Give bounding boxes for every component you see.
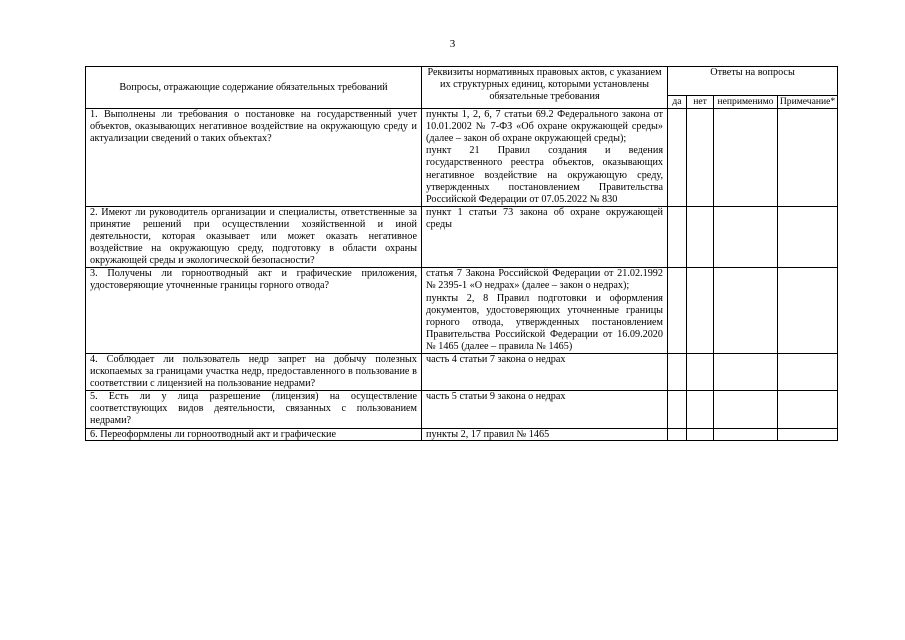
note-answer-cell[interactable]: [778, 109, 838, 207]
no-answer-cell[interactable]: [687, 353, 714, 390]
no-column-header: нет: [687, 96, 714, 109]
not-applicable-answer-cell[interactable]: [714, 268, 778, 354]
requirements-checklist-table: [85, 66, 838, 441]
yes-answer-cell[interactable]: [668, 353, 687, 390]
note-answer-cell[interactable]: [778, 206, 838, 267]
question-column-header: Вопросы, отражающие содержание обязательных требований: [86, 67, 422, 109]
note-answer-cell[interactable]: [778, 391, 838, 428]
note-column-header: Примечание*: [778, 96, 838, 109]
yes-answer-cell[interactable]: [668, 268, 687, 354]
question-cell: 5. Есть ли у лица разрешение (лицензия) на осуществление соответствующих видов деятельности, связанных с пользованием недрами?: [86, 391, 422, 428]
requisite-text: статья 7 Закона Российской Федерации от 21.02.1992 № 2395-1 «О недрах» (далее – закон о недрах);: [426, 268, 663, 292]
question-cell: [86, 428, 422, 440]
requisites-cell: [422, 428, 668, 440]
requisite-text: пункты 2, 17 правил № 1465: [426, 428, 550, 440]
table-row: [86, 109, 838, 207]
table-row: [86, 391, 838, 428]
requisite-text: пункты 1, 2, 6, 7 статьи 69.2 Федерального закона от 10.01.2002 № 7-ФЗ «Об охране окружающей среды» (далее – закон об охране окружающей среды);: [426, 109, 663, 145]
page-number: 3: [449, 38, 456, 50]
table-header-row: [86, 67, 838, 96]
not-applicable-answer-cell[interactable]: [714, 206, 778, 267]
question-cell: 3. Получены ли горноотводный акт и графические приложения, удостоверяющие уточненные границы горного отвода?: [86, 268, 422, 354]
note-answer-cell[interactable]: [778, 353, 838, 390]
no-answer-cell[interactable]: [687, 391, 714, 428]
not-applicable-column-header: неприменимо: [714, 96, 778, 109]
table-row: [86, 428, 838, 440]
requisites-column-header: Реквизиты нормативных правовых актов, с указанием их структурных единиц, которыми установлены обязательные требования: [422, 67, 668, 109]
answers-column-header: Ответы на вопросы: [668, 67, 838, 96]
note-answer-cell[interactable]: [778, 428, 838, 440]
yes-answer-cell[interactable]: [668, 109, 687, 207]
yes-answer-cell[interactable]: [668, 391, 687, 428]
table-row: [86, 353, 838, 390]
no-answer-cell[interactable]: [687, 268, 714, 354]
note-answer-cell[interactable]: [778, 268, 838, 354]
yes-column-header: да: [668, 96, 687, 109]
requisite-text: часть 5 статьи 9 закона о недрах: [426, 391, 566, 403]
table-row: [86, 206, 838, 267]
not-applicable-answer-cell[interactable]: [714, 353, 778, 390]
requisites-cell: [422, 268, 668, 354]
not-applicable-answer-cell[interactable]: [714, 428, 778, 440]
requisites-cell: [422, 391, 668, 428]
no-answer-cell[interactable]: [687, 206, 714, 267]
yes-answer-cell[interactable]: [668, 206, 687, 267]
question-cell: 1. Выполнены ли требования о постановке на государственный учет объектов, оказывающих негативное воздействие на окружающую среду и актуализации сведений о таких объектах?: [86, 109, 422, 207]
no-answer-cell[interactable]: [687, 428, 714, 440]
yes-answer-cell[interactable]: [668, 428, 687, 440]
not-applicable-answer-cell[interactable]: [714, 109, 778, 207]
requisites-cell: [422, 206, 668, 267]
question-cell: 2. Имеют ли руководитель организации и специалисты, ответственные за принятие решений при осуществлении хозяйственной и иной деятельности, которая оказывает или может оказать негативное воздействие на окружающую среду, подготовку в области охраны окружающей среды и экологической безопасности?: [86, 206, 422, 267]
requisite-text: пункты 2, 8 Правил подготовки и оформления документов, удостоверяющих уточненные границы горного отвода, утвержденных постановлением Правительства Российской Федерации от 16.09.2020 № 1465 (далее – правила № 1465): [426, 292, 663, 352]
no-answer-cell[interactable]: [687, 109, 714, 207]
question-text: 6. Переоформлены ли горноотводный акт и графические: [90, 428, 337, 440]
requisite-text: пункт 1 статьи 73 закона об охране окружающей среды: [426, 206, 663, 230]
requisite-text: часть 4 статьи 7 закона о недрах: [426, 353, 566, 365]
requisite-text: пункт 21 Правил создания и ведения государственного реестра объектов, оказывающих негативное воздействие на окружающую среду, утвержденных постановлением Правительства Российской Федерации от 07.05.2022 № 830: [426, 145, 663, 205]
not-applicable-answer-cell[interactable]: [714, 391, 778, 428]
requisites-cell: [422, 109, 668, 207]
question-cell: 4. Соблюдает ли пользователь недр запрет на добычу полезных ископаемых за границами участка недр, предоставленного в пользование в соответствии с лицензией на пользование недрами?: [86, 353, 422, 390]
requisites-cell: [422, 353, 668, 390]
table-row: [86, 268, 838, 354]
